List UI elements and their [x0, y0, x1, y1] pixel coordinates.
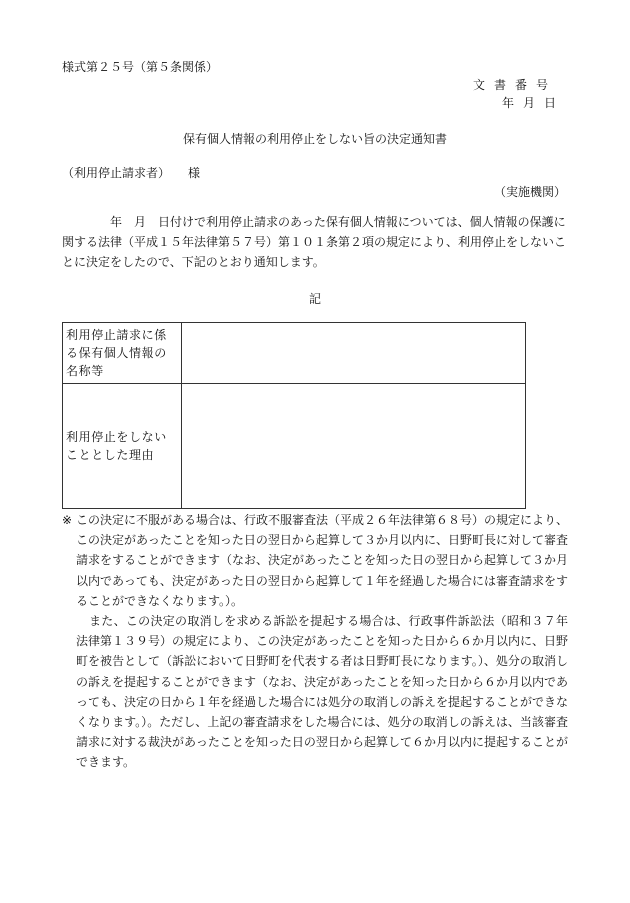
issuer-label: （実施機関） [494, 185, 567, 199]
note-mark: ※ [62, 513, 73, 527]
note-section [62, 510, 568, 773]
note-text-2: また、この決定の取消しを求める訴訟を提起する場合は、行政事件訴訟法（昭和３７年法律第１３９号）の規定により、この決定があったことを知った日から６か月以内に、日野町を被告として（訴訟において日野町を代表する者は日野町長になります。）、処分の取消しの訴えを提起することができます（なお、決定があったことを知った日から６か月以内であっても、決定の日から１年を経過した場合には処分の取消しの訴えを提起することができなくなります。）。ただし、上記の審査請求をした場合には、処分の取消しの訴えは、当該審査請求に対する裁決があったことを知った日の翌日から起算して６か月以内に提起することができます。 [76, 614, 569, 770]
doc-number-label: 文書番号 [473, 78, 558, 92]
body-paragraph [62, 212, 567, 272]
document-title: 保有個人情報の利用停止をしない旨の決定通知書 [182, 132, 447, 146]
table-row [63, 323, 526, 384]
row1-label: 利用停止請求に係る保有個人情報の名称等 [63, 323, 182, 384]
table-row [63, 384, 526, 509]
info-table [62, 322, 526, 509]
row1-value [182, 323, 526, 384]
row2-value [182, 384, 526, 509]
note-paragraph-1 [62, 510, 568, 611]
doc-date-label: 年月日 [502, 96, 566, 110]
note-text-1: この決定に不服がある場合は、行政不服審査法（平成２６年法律第６８号）の規定により、この決定があったことを知った日の翌日から起算して３か月以内に、日野町長に対して審査請求をすることができます（なお、決定があったことを知った日の翌日から起算して３か月以内であっても、決定があった日の翌日から起算して１年を経過した場合には審査請求をすることができなくなります。）。 [76, 513, 569, 608]
recipient-line: （利用停止請求者） 様 [62, 166, 201, 180]
note-paragraph-2 [62, 611, 568, 773]
ki-heading: 記 [308, 292, 321, 306]
row2-label: 利用停止をしないこととした理由 [63, 384, 182, 509]
form-id: 様式第２５号（第５条関係） [62, 60, 219, 74]
body-text: 年 月 日付けで利用停止請求のあった保有個人情報については、個人情報の保護に関する法律（平成１５年法律第５７号）第１０１条第２項の規定により、利用停止をしないことに決定をしたので、下記のとおり通知します。 [62, 215, 567, 269]
